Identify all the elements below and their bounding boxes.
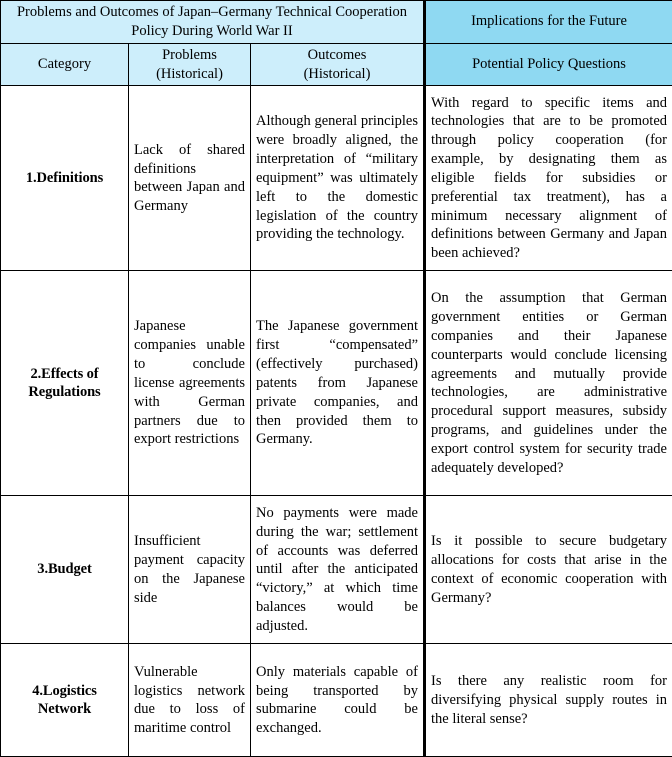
row-category-2-line2: Regulations [6, 383, 123, 402]
row-problems-4: Vulnerable logistics network due to loss of maritime control [129, 644, 251, 757]
column-header-outcomes-line2: (Historical) [304, 66, 371, 82]
row-category-2 [1, 271, 129, 496]
row-category-1 [1, 86, 129, 271]
row-category-4-line1: 4.Logistics [32, 683, 97, 699]
column-header-problems-line2: (Historical) [156, 66, 223, 82]
row-category-3 [1, 496, 129, 644]
table-row [1, 86, 672, 271]
column-header-problems-line1: Problems [162, 47, 217, 63]
column-header-category: Category [1, 43, 129, 86]
row-outcomes-2: The Japanese government first “compensated” (effectively purchased) patents from Japanese private companies, and then provided them to Germany. [251, 271, 425, 496]
row-questions-3: Is it possible to secure budgetary allocations for costs that arise in the context of economic cooperation with Germany? [425, 496, 672, 644]
row-problems-1: Lack of shared definitions between Japan and Germany [129, 86, 251, 271]
column-header-potential-policy-questions: Potential Policy Questions [425, 43, 672, 86]
column-header-outcomes-line1: Outcomes [308, 47, 367, 63]
row-problems-2: Japanese companies unable to conclude license agreements with German partners due to export restrictions [129, 271, 251, 496]
row-category-3-line1: 3.Budget [37, 561, 91, 577]
row-category-4-line2: Network [6, 700, 123, 719]
row-problems-3: Insufficient payment capacity on the Japanese side [129, 496, 251, 644]
column-header-outcomes [251, 43, 425, 86]
row-category-1-line1: 1.Definitions [26, 170, 103, 186]
header-right-title: Implications for the Future [425, 1, 672, 44]
row-questions-1: With regard to specific items and technologies that are to be promoted through policy cooperation (for example, by designating them as eligible fields for subsidies or preferential tax treatment), has a minimum necessary alignment of definitions between Germany and Japan been achieved? [425, 86, 672, 271]
row-questions-4: Is there any realistic room for diversifying physical supply routes in the literal sense? [425, 644, 672, 757]
table-row [1, 271, 672, 496]
row-outcomes-4: Only materials capable of being transported by submarine could be exchanged. [251, 644, 425, 757]
row-questions-2: On the assumption that German government entities or German companies and their Japanese counterparts would conclude licensing agreements and mutually provide technologies, are administrative procedural support measures, subsidy programs, and guidelines under the export control system for security trade adequately developed? [425, 271, 672, 496]
table-row [1, 644, 672, 757]
row-category-4 [1, 644, 129, 757]
row-outcomes-3: No payments were made during the war; settlement of accounts was deferred until after the anticipated “victory,” at which time balances would be adjusted. [251, 496, 425, 644]
table-header-columns-row [1, 43, 672, 86]
header-left-title: Problems and Outcomes of Japan–Germany Technical Cooperation Policy During World War II [1, 1, 425, 44]
column-header-problems [129, 43, 251, 86]
table-row [1, 496, 672, 644]
table-header-title-row [1, 1, 672, 44]
row-outcomes-1: Although general principles were broadly aligned, the interpretation of “military equipment” was ultimately left to the domestic legislation of the country providing the technology. [251, 86, 425, 271]
row-category-2-line1: 2.Effects of [30, 366, 98, 382]
